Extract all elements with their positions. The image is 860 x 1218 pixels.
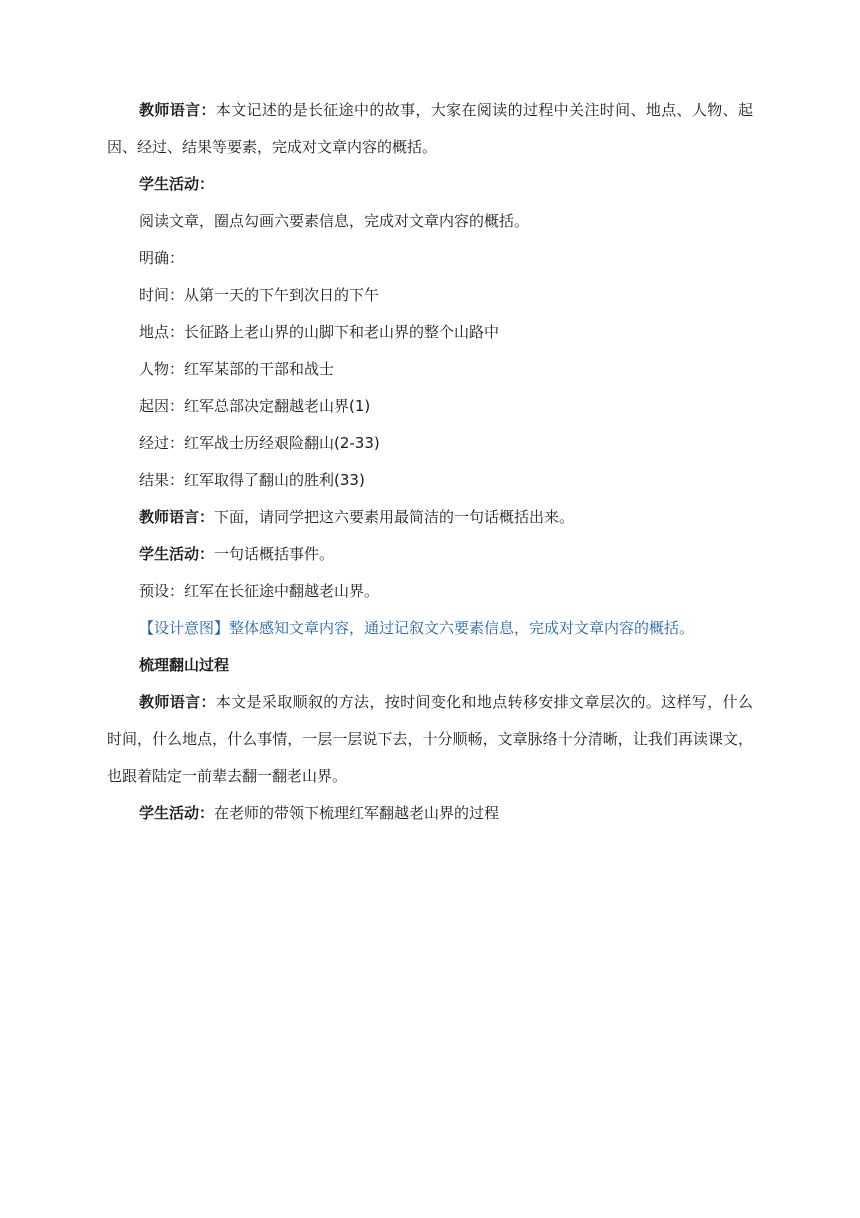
student-activity-paragraph-2 (107, 795, 753, 832)
teacher-language-text: 本文记述的是长征途中的故事，大家在阅读的过程中关注时间、地点、人物、起因、经过、结果等要素，完成对文章内容的概括。 (107, 101, 753, 156)
preset-text: 预设：红军在长征途中翻越老山界。 (139, 582, 380, 600)
teacher-language-text: 本文是采取顺叙的方法，按时间变化和地点转移安排文章层次的。这样写，什么时间，什么地点，什么事情，一层一层说下去，十分顺畅，文章脉络十分清晰，让我们再读课文，也跟着陆定一前辈去翻一翻老山界。 (107, 693, 753, 785)
student-activity-text: 在老师的带领下梳理红军翻越老山界的过程 (214, 804, 500, 822)
element-place: 地点：长征路上老山界的山脚下和老山界的整个山路中 (139, 323, 500, 341)
teacher-language-label: 教师语言： (139, 693, 216, 711)
teacher-language-text: 下面，请同学把这六要素用最简洁的一句话概括出来。 (214, 508, 575, 526)
teacher-language-label: 教师语言： (139, 508, 215, 526)
element-result: 结果：红军取得了翻山的胜利(33) (139, 471, 365, 489)
document-page (107, 92, 753, 832)
student-activity-label: 学生活动： (139, 804, 215, 822)
teacher-language-paragraph-1 (107, 92, 753, 166)
element-time: 时间：从第一天的下午到次日的下午 (139, 286, 380, 304)
teacher-language-paragraph-3 (107, 684, 753, 795)
student-activity-heading: 学生活动： (139, 175, 215, 193)
mingque-label: 明确： (139, 249, 185, 267)
student-activity-paragraph-1 (107, 536, 753, 573)
section-title: 梳理翻山过程 (139, 656, 230, 674)
teacher-language-paragraph-2 (107, 499, 753, 536)
teacher-language-label: 教师语言： (139, 101, 216, 119)
element-cause: 起因：红军总部决定翻越老山界(1) (139, 397, 371, 415)
student-activity-label: 学生活动： (139, 545, 215, 563)
design-intent: 【设计意图】整体感知文章内容，通过记叙文六要素信息，完成对文章内容的概括。 (139, 619, 695, 637)
student-activity-text: 一句话概括事件。 (214, 545, 335, 563)
element-people: 人物：红军某部的干部和战士 (139, 360, 335, 378)
activity-text: 阅读文章，圈点勾画六要素信息，完成对文章内容的概括。 (139, 212, 530, 230)
element-process: 经过：红军战士历经艰险翻山(2-33) (139, 434, 380, 452)
